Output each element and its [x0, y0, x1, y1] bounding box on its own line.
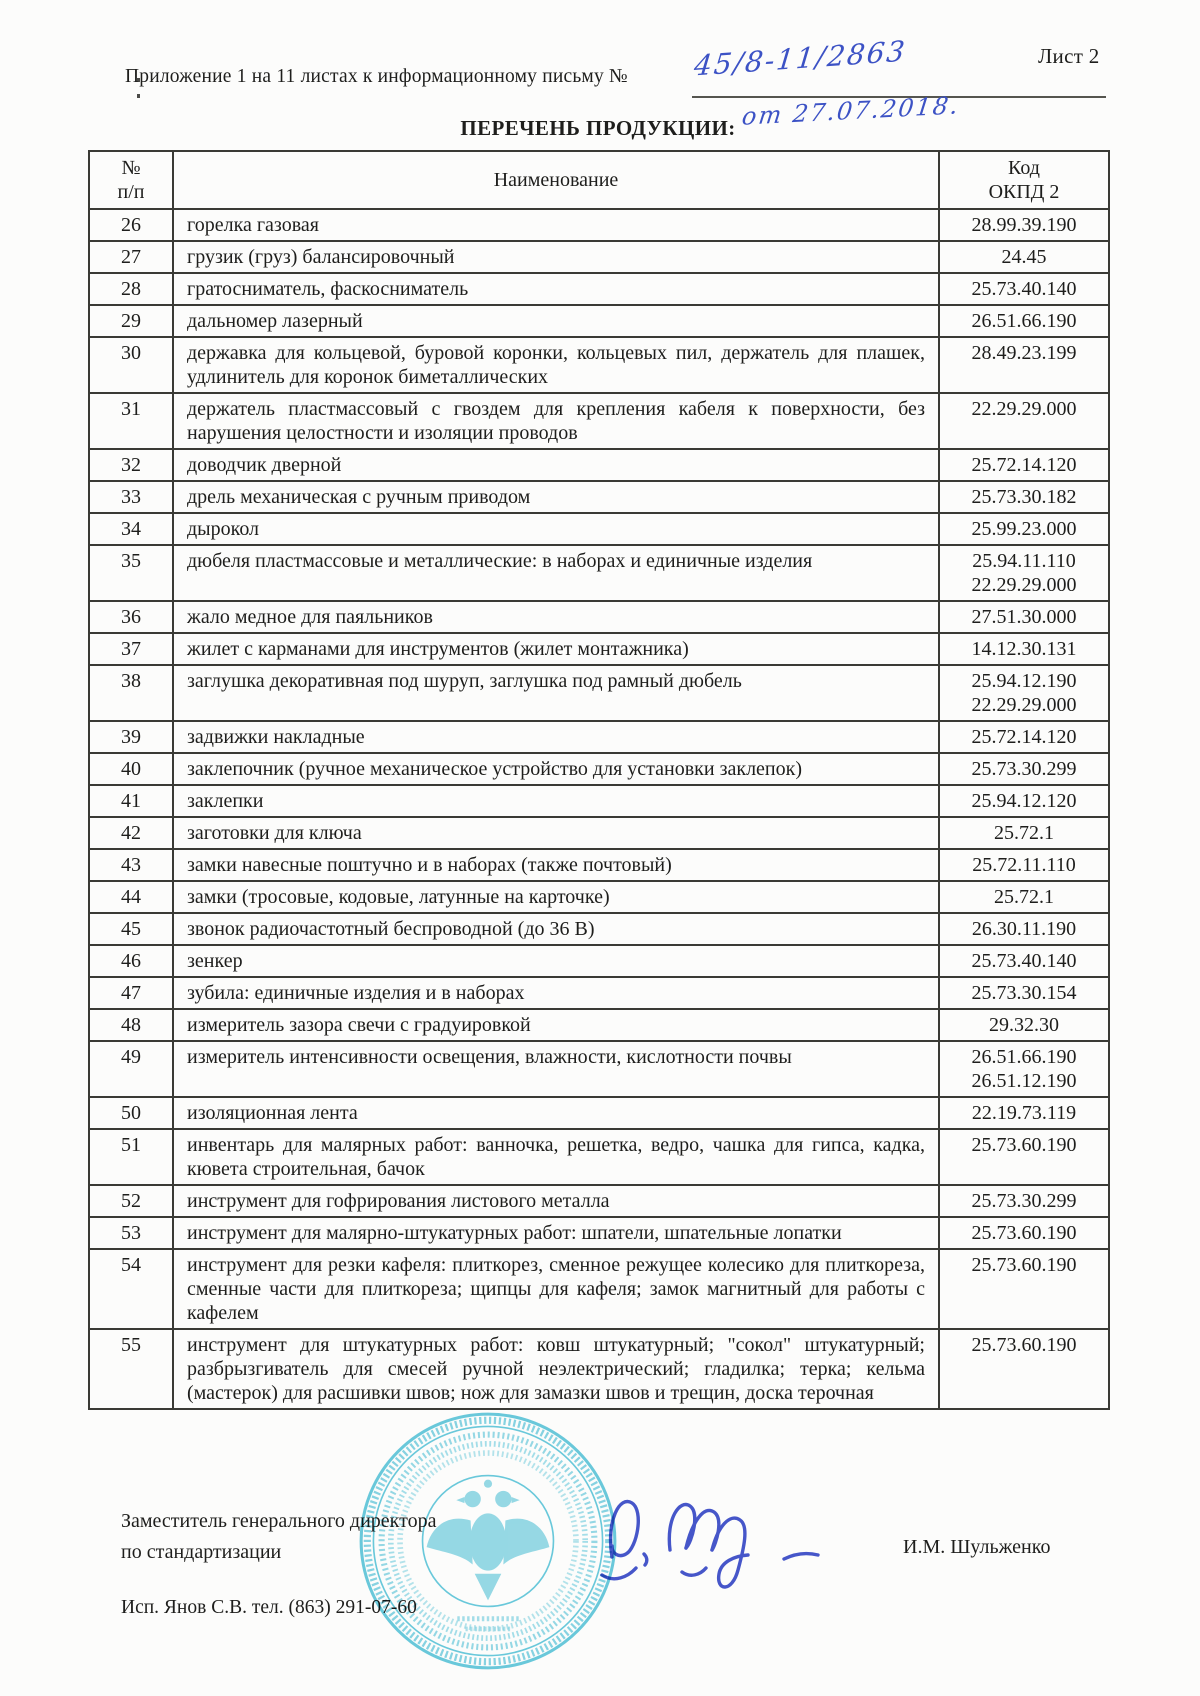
handwritten-date: от 27.07.2018. [740, 91, 962, 131]
row-number-cell: 36 [89, 601, 173, 633]
row-number-cell: 39 [89, 721, 173, 753]
okpd-code: 25.72.1 [994, 822, 1054, 844]
product-name-cell: жало медное для паяльников [173, 601, 939, 633]
header-name-cell: Наименование [173, 151, 939, 209]
signer-position-line1: Заместитель генерального директора [121, 1510, 437, 1532]
product-name-cell: замки навесные поштучно и в наборах (также почтовый) [173, 849, 939, 881]
okpd-code: 26.30.11.190 [971, 918, 1077, 940]
table-row [89, 817, 1109, 849]
row-number-cell: 47 [89, 977, 173, 1009]
row-number-cell: 51 [89, 1129, 173, 1185]
table-row [89, 945, 1109, 977]
okpd-code-cell [939, 481, 1109, 513]
okpd-code-cell [939, 1329, 1109, 1409]
scan-artifact [137, 94, 140, 98]
table-row [89, 633, 1109, 665]
row-number-cell: 32 [89, 449, 173, 481]
okpd-code-cell [939, 665, 1109, 721]
table-row [89, 1185, 1109, 1217]
table-row [89, 1129, 1109, 1185]
handwritten-letter-number: 45/8-11/2863 [692, 34, 909, 83]
okpd-code-cell [939, 601, 1109, 633]
row-number-cell: 33 [89, 481, 173, 513]
okpd-code: 25.73.40.140 [971, 278, 1077, 300]
product-name-cell: измеритель интенсивности освещения, влажности, кислотности почвы [173, 1041, 939, 1097]
round-stamp [355, 1408, 621, 1674]
product-name-cell: заклепки [173, 785, 939, 817]
row-number-cell: 37 [89, 633, 173, 665]
row-number-cell: 54 [89, 1249, 173, 1329]
table-row [89, 241, 1109, 273]
okpd-code: 25.73.60.190 [971, 1254, 1077, 1276]
table-row [89, 1041, 1109, 1097]
table-row [89, 545, 1109, 601]
table-row [89, 913, 1109, 945]
product-name-cell: заготовки для ключа [173, 817, 939, 849]
okpd-code: 25.99.23.000 [971, 518, 1077, 540]
row-number-cell: 46 [89, 945, 173, 977]
table-row [89, 481, 1109, 513]
row-number-cell: 26 [89, 209, 173, 241]
product-name-cell: инструмент для штукатурных работ: ковш штукатурный; "сокол" штукатурный; разбрызгиватель для смесей ручной неэлектрический; гладилка; терка; кельма (мастерок) для расшивки швов; нож для замазки швов и трещин, доска терочная [173, 1329, 939, 1409]
row-number-cell: 35 [89, 545, 173, 601]
okpd-code-cell [939, 977, 1109, 1009]
okpd-code-cell [939, 881, 1109, 913]
okpd-code-cell [939, 785, 1109, 817]
okpd-code-cell [939, 337, 1109, 393]
okpd-code-cell [939, 449, 1109, 481]
row-number-cell: 49 [89, 1041, 173, 1097]
sheet-number: Лист 2 [1038, 44, 1100, 68]
row-number-cell: 27 [89, 241, 173, 273]
okpd-code-cell [939, 241, 1109, 273]
signature [592, 1462, 852, 1607]
table-row [89, 1009, 1109, 1041]
okpd-code-cell [939, 513, 1109, 545]
row-number-cell: 43 [89, 849, 173, 881]
okpd-code: 25.72.11.110 [972, 854, 1076, 876]
okpd-code: 27.51.30.000 [971, 606, 1077, 628]
product-name-cell: горелка газовая [173, 209, 939, 241]
okpd-code: 29.32.30 [989, 1014, 1059, 1036]
row-number-cell: 41 [89, 785, 173, 817]
okpd-code-cell [939, 1097, 1109, 1129]
okpd-code: 22.29.29.000 [971, 694, 1077, 716]
row-number-cell: 50 [89, 1097, 173, 1129]
okpd-code-cell [939, 1185, 1109, 1217]
product-name-cell: дальномер лазерный [173, 305, 939, 337]
product-name-cell: грузик (груз) балансировочный [173, 241, 939, 273]
table-row [89, 753, 1109, 785]
okpd-code-cell [939, 393, 1109, 449]
executor-contact: Исп. Янов С.В. тел. (863) 291-07-60 [121, 1597, 417, 1618]
product-name-cell: дюбеля пластмассовые и металлические: в наборах и единичные изделия [173, 545, 939, 601]
table-row [89, 1329, 1109, 1409]
product-name-cell: зубила: единичные изделия и в наборах [173, 977, 939, 1009]
okpd-code-cell [939, 305, 1109, 337]
okpd-code: 25.73.30.154 [971, 982, 1077, 1004]
okpd-code: 25.73.60.190 [971, 1134, 1077, 1156]
row-number-cell: 48 [89, 1009, 173, 1041]
row-number-cell: 42 [89, 817, 173, 849]
table-row [89, 209, 1109, 241]
product-name-cell: державка для кольцевой, буровой коронки, кольцевых пил, держатель для плашек, удлинитель для коронок биметаллических [173, 337, 939, 393]
header-code-cell [939, 151, 1109, 209]
header-code-line1: Код [1008, 157, 1040, 179]
table-row [89, 1249, 1109, 1329]
table-row [89, 305, 1109, 337]
okpd-code-cell [939, 721, 1109, 753]
product-name-cell: инструмент для резки кафеля: плиткорез, сменное режущее колесико для плиткореза, сменные части для плиткореза; щипцы для кафеля; замок магнитный для работы с кафелем [173, 1249, 939, 1329]
table-row [89, 273, 1109, 305]
table-row [89, 977, 1109, 1009]
okpd-code: 25.72.14.120 [971, 454, 1077, 476]
okpd-code: 24.45 [1001, 246, 1047, 268]
product-name-cell: зенкер [173, 945, 939, 977]
table-row [89, 1097, 1109, 1129]
table-row [89, 393, 1109, 449]
product-name-cell: дрель механическая с ручным приводом [173, 481, 939, 513]
table-row [89, 849, 1109, 881]
table-row [89, 785, 1109, 817]
row-number-cell: 30 [89, 337, 173, 393]
product-name-cell: инструмент для малярно-штукатурных работ: шпатели, шпательные лопатки [173, 1217, 939, 1249]
okpd-code: 25.73.30.182 [971, 486, 1077, 508]
okpd-code-cell [939, 945, 1109, 977]
product-name-cell: дырокол [173, 513, 939, 545]
okpd-code-cell [939, 209, 1109, 241]
okpd-code-cell [939, 1249, 1109, 1329]
okpd-code: 28.49.23.199 [971, 342, 1077, 364]
okpd-code-cell [939, 1041, 1109, 1097]
signer-name: И.М. Шульженко [903, 1536, 1051, 1558]
product-table-body [89, 209, 1109, 1409]
row-number-cell: 44 [89, 881, 173, 913]
okpd-code: 25.94.12.190 [971, 670, 1077, 692]
okpd-code-cell [939, 273, 1109, 305]
document-title: ПЕРЕЧЕНЬ ПРОДУКЦИИ: [460, 116, 736, 140]
okpd-code-cell [939, 753, 1109, 785]
okpd-code: 25.73.60.190 [971, 1334, 1077, 1356]
okpd-code: 22.29.29.000 [971, 398, 1077, 420]
header-num-line1: № [121, 157, 141, 179]
product-name-cell: жилет с карманами для инструментов (жилет монтажника) [173, 633, 939, 665]
product-name-cell: звонок радиочастотный беспроводной (до 36 В) [173, 913, 939, 945]
row-number-cell: 28 [89, 273, 173, 305]
table-row [89, 1217, 1109, 1249]
row-number-cell: 52 [89, 1185, 173, 1217]
okpd-code: 26.51.12.190 [971, 1070, 1077, 1092]
okpd-code: 14.12.30.131 [971, 638, 1077, 660]
okpd-code-cell [939, 1217, 1109, 1249]
okpd-code: 25.73.30.299 [971, 1190, 1077, 1212]
table-row [89, 449, 1109, 481]
table-row [89, 601, 1109, 633]
table-row [89, 665, 1109, 721]
okpd-code: 22.29.29.000 [971, 574, 1077, 596]
table-row [89, 881, 1109, 913]
product-name-cell: изоляционная лента [173, 1097, 939, 1129]
okpd-code-cell [939, 1129, 1109, 1185]
product-name-cell: гратосниматель, фаскосниматель [173, 273, 939, 305]
product-name-cell: доводчик дверной [173, 449, 939, 481]
table-row [89, 513, 1109, 545]
table-row [89, 337, 1109, 393]
row-number-cell: 29 [89, 305, 173, 337]
header-code-line2: ОКПД 2 [988, 181, 1060, 203]
okpd-code-cell [939, 849, 1109, 881]
okpd-code: 25.94.12.120 [971, 790, 1077, 812]
okpd-code-cell [939, 633, 1109, 665]
product-name-cell: заклепочник (ручное механическое устройство для установки заклепок) [173, 753, 939, 785]
appendix-line: Приложение 1 на 11 листах к информационному письму № [125, 66, 628, 87]
header-num-cell [89, 151, 173, 209]
okpd-code-cell [939, 545, 1109, 601]
row-number-cell: 34 [89, 513, 173, 545]
okpd-code: 28.99.39.190 [971, 214, 1077, 236]
product-name-cell: держатель пластмассовый с гвоздем для крепления кабеля к поверхности, без нарушения целостности и изоляции проводов [173, 393, 939, 449]
row-number-cell: 53 [89, 1217, 173, 1249]
okpd-code: 25.73.60.190 [971, 1222, 1077, 1244]
product-name-cell: задвижки накладные [173, 721, 939, 753]
row-number-cell: 40 [89, 753, 173, 785]
table-header-row [89, 151, 1109, 209]
product-name-cell: инвентарь для малярных работ: ванночка, решетка, ведро, чашка для гипса, кадка, кювета строительная, бачок [173, 1129, 939, 1185]
product-name-cell: заглушка декоративная под шуруп, заглушка под рамный дюбель [173, 665, 939, 721]
okpd-code-cell [939, 817, 1109, 849]
okpd-code-cell [939, 913, 1109, 945]
table-row [89, 721, 1109, 753]
product-name-cell: замки (тросовые, кодовые, латунные на карточке) [173, 881, 939, 913]
product-name-cell: инструмент для гофрирования листового металла [173, 1185, 939, 1217]
product-name-cell: измеритель зазора свечи с градуировкой [173, 1009, 939, 1041]
product-table [88, 150, 1110, 1410]
okpd-code: 25.73.40.140 [971, 950, 1077, 972]
okpd-code: 25.94.11.110 [972, 550, 1076, 572]
row-number-cell: 31 [89, 393, 173, 449]
row-number-cell: 38 [89, 665, 173, 721]
row-number-cell: 55 [89, 1329, 173, 1409]
okpd-code: 26.51.66.190 [971, 1046, 1077, 1068]
okpd-code: 26.51.66.190 [971, 310, 1077, 332]
stamp-eagle-emblem [427, 1480, 550, 1601]
okpd-code: 25.72.1 [994, 886, 1054, 908]
okpd-code: 25.73.30.299 [971, 758, 1077, 780]
row-number-cell: 45 [89, 913, 173, 945]
signer-position-line2: по стандартизации [121, 1541, 282, 1563]
header-num-line2: п/п [117, 181, 145, 203]
okpd-code: 22.19.73.119 [971, 1102, 1077, 1124]
okpd-code-cell [939, 1009, 1109, 1041]
okpd-code: 25.72.14.120 [971, 726, 1077, 748]
